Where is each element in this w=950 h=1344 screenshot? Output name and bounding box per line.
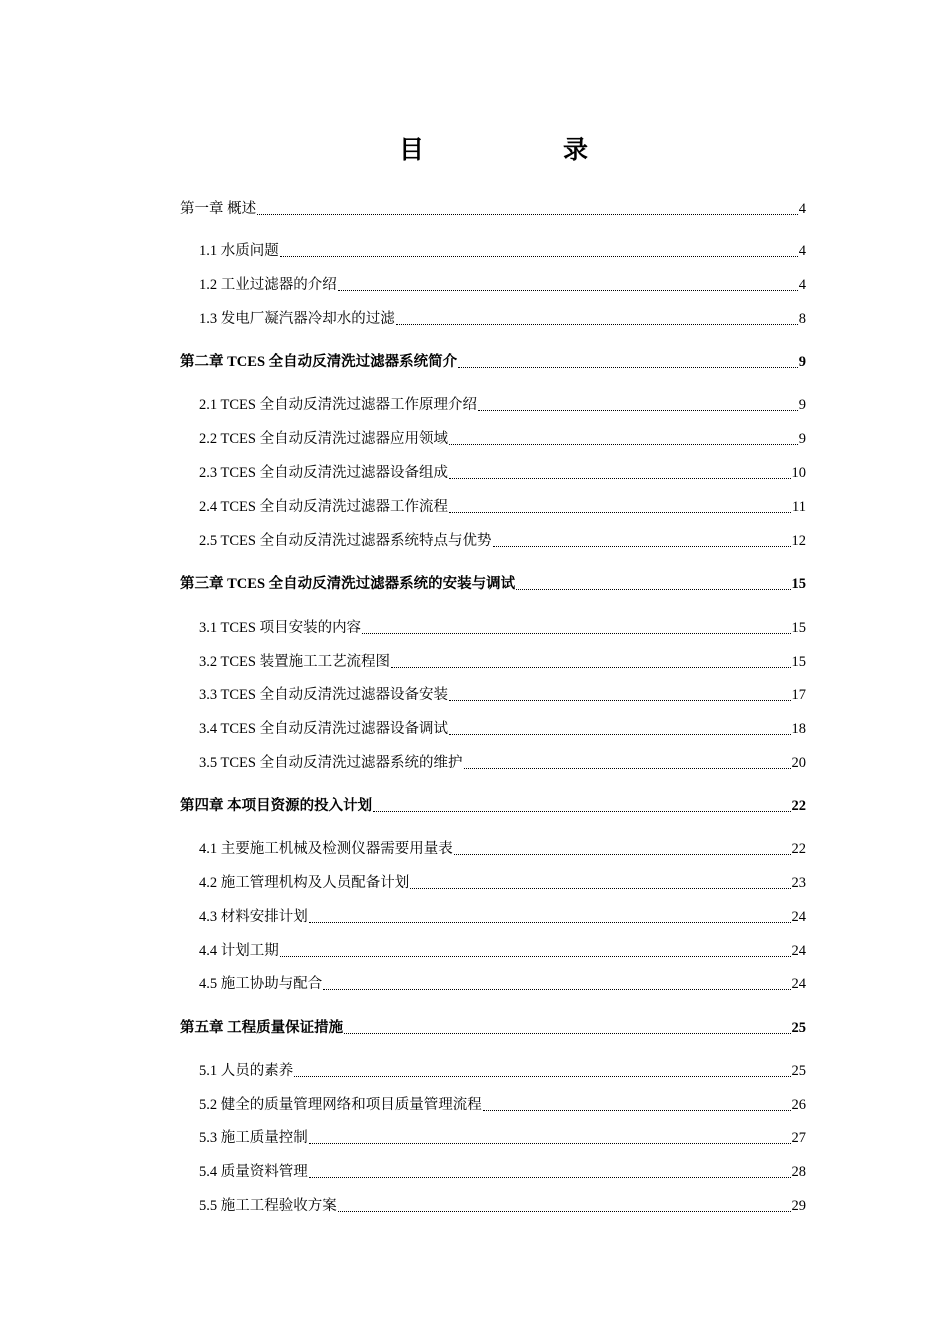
toc-entry-label: 第一章 概述: [180, 201, 257, 217]
toc-entry-label: 4.3 材料安排计划: [199, 909, 308, 925]
toc-page-number: 24: [791, 943, 806, 959]
toc-page-number: 26: [791, 1097, 806, 1113]
toc-page-number: 22: [791, 798, 806, 814]
dot-leader: [449, 734, 790, 735]
toc-page-number: 9: [798, 431, 806, 447]
toc-entry-label: 2.2 TCES 全自动反清洗过滤器应用领域: [199, 431, 449, 447]
toc-entry-label: 4.4 计划工期: [199, 943, 279, 959]
dot-leader: [516, 589, 790, 590]
dot-leader: [483, 1110, 791, 1111]
toc-entry-label: 3.5 TCES 全自动反清洗过滤器系统的维护: [199, 755, 463, 771]
toc-chapter-1[interactable]: [180, 198, 806, 220]
toc-page-number: 18: [791, 721, 806, 737]
toc-page-number: 11: [792, 499, 806, 515]
toc-chapter-4[interactable]: [180, 795, 806, 817]
dot-leader: [449, 444, 798, 445]
toc-entry-2-3[interactable]: [199, 462, 806, 484]
dot-leader: [410, 888, 790, 889]
dot-leader: [344, 1033, 790, 1034]
toc-entry-3-3[interactable]: [199, 684, 806, 706]
toc-entry-1-3[interactable]: [199, 308, 806, 330]
toc-page-number: 4: [798, 277, 806, 293]
toc-page-number: 10: [791, 465, 806, 481]
toc-entry-label: 2.3 TCES 全自动反清洗过滤器设备组成: [199, 465, 449, 481]
dot-leader: [493, 546, 791, 547]
toc-page-number: 22: [791, 841, 806, 857]
toc-entry-label: 2.1 TCES 全自动反清洗过滤器工作原理介绍: [199, 397, 478, 413]
toc-entry-4-2[interactable]: [199, 872, 806, 894]
toc-page-number: 9: [798, 397, 806, 413]
toc-chapter-5[interactable]: [180, 1017, 806, 1039]
dot-leader: [309, 922, 791, 923]
toc-entry-label: 3.4 TCES 全自动反清洗过滤器设备调试: [199, 721, 449, 737]
toc-page-number: 24: [791, 976, 806, 992]
dot-leader: [478, 410, 798, 411]
dot-leader: [373, 811, 790, 812]
toc-entry-2-1[interactable]: [199, 394, 806, 416]
toc-page-number: 4: [798, 243, 806, 259]
dot-leader: [454, 854, 791, 855]
toc-page-number: 12: [791, 533, 806, 549]
toc-page-number: 20: [791, 755, 806, 771]
dot-leader: [294, 1076, 790, 1077]
toc-entry-1-2[interactable]: [199, 274, 806, 296]
dot-leader: [257, 214, 798, 215]
toc-entry-label: 2.4 TCES 全自动反清洗过滤器工作流程: [199, 499, 449, 515]
toc-entry-label: 第三章 TCES 全自动反清洗过滤器系统的安装与调试: [180, 576, 516, 592]
toc-page-number: 28: [791, 1164, 806, 1180]
toc-entry-label: 第二章 TCES 全自动反清洗过滤器系统简介: [180, 354, 458, 370]
dot-leader: [323, 989, 790, 990]
dot-leader: [280, 256, 798, 257]
toc-page-number: 15: [791, 654, 806, 670]
toc-page-number: 15: [791, 620, 806, 636]
toc-entry-3-1[interactable]: [199, 617, 806, 639]
toc-entry-5-1[interactable]: [199, 1060, 806, 1082]
toc-entry-4-4[interactable]: [199, 940, 806, 962]
toc-entry-label: 1.1 水质问题: [199, 243, 279, 259]
toc-entry-label: 4.5 施工协助与配合: [199, 976, 323, 992]
toc-page-number: 27: [791, 1130, 806, 1146]
toc-entry-label: 5.1 人员的素养: [199, 1063, 294, 1079]
toc-chapter-3[interactable]: [180, 573, 806, 595]
toc-entry-label: 第五章 工程质量保证措施: [180, 1020, 344, 1036]
toc-entry-label: 5.2 健全的质量管理网络和项目质量管理流程: [199, 1097, 482, 1113]
dot-leader: [458, 367, 798, 368]
dot-leader: [362, 633, 790, 634]
dot-leader: [449, 512, 791, 513]
toc-entry-5-3[interactable]: [199, 1127, 806, 1149]
toc-entry-5-4[interactable]: [199, 1161, 806, 1183]
toc-page-number: 25: [791, 1063, 806, 1079]
dot-leader: [280, 956, 791, 957]
dot-leader: [396, 324, 798, 325]
toc-page-number: 24: [791, 909, 806, 925]
dot-leader: [464, 768, 791, 769]
toc-entry-3-5[interactable]: [199, 752, 806, 774]
toc-entry-label: 5.3 施工质量控制: [199, 1130, 308, 1146]
toc-page-number: 29: [791, 1198, 806, 1214]
toc-entry-label: 5.5 施工工程验收方案: [199, 1198, 337, 1214]
toc-entry-5-2[interactable]: [199, 1094, 806, 1116]
dot-leader: [338, 1211, 791, 1212]
toc-entry-label: 4.1 主要施工机械及检测仪器需要用量表: [199, 841, 453, 857]
toc-entry-label: 2.5 TCES 全自动反清洗过滤器系统特点与优势: [199, 533, 492, 549]
toc-page-number: 4: [798, 201, 806, 217]
dot-leader: [309, 1177, 791, 1178]
page-title-part1: 目: [399, 135, 425, 164]
toc-entry-label: 5.4 质量资料管理: [199, 1164, 308, 1180]
dot-leader: [309, 1143, 791, 1144]
toc-page-number: 8: [798, 311, 806, 327]
toc-entry-label: 3.1 TCES 项目安装的内容: [199, 620, 362, 636]
toc-chapter-2[interactable]: [180, 351, 806, 373]
dot-leader: [449, 700, 790, 701]
toc-page-number: 25: [791, 1020, 806, 1036]
toc-page-number: 9: [798, 354, 806, 370]
toc-entry-4-1[interactable]: [199, 838, 806, 860]
dot-leader: [391, 667, 790, 668]
toc-entry-4-5[interactable]: [199, 973, 806, 995]
toc-page-number: 23: [791, 875, 806, 891]
toc-entry-1-1[interactable]: [199, 240, 806, 262]
toc-entry-label: 3.2 TCES 装置施工工艺流程图: [199, 654, 391, 670]
dot-leader: [338, 290, 798, 291]
toc-entry-4-3[interactable]: [199, 906, 806, 928]
toc-entry-label: 1.2 工业过滤器的介绍: [199, 277, 337, 293]
dot-leader: [449, 478, 790, 479]
toc-entry-label: 第四章 本项目资源的投入计划: [180, 798, 373, 814]
toc-entry-2-4[interactable]: [199, 496, 806, 518]
toc-entry-5-5[interactable]: [199, 1195, 806, 1217]
page-title-part2: 录: [563, 135, 589, 164]
toc-page-number: 15: [791, 576, 806, 592]
toc-entry-3-2[interactable]: [199, 651, 806, 673]
toc-page-number: 17: [791, 687, 806, 703]
toc-entry-2-2[interactable]: [199, 428, 806, 450]
toc-entry-2-5[interactable]: [199, 530, 806, 552]
page-title: [0, 132, 950, 168]
toc-entry-label: 3.3 TCES 全自动反清洗过滤器设备安装: [199, 687, 449, 703]
toc-entry-3-4[interactable]: [199, 718, 806, 740]
toc-entry-label: 1.3 发电厂凝汽器冷却水的过滤: [199, 311, 395, 327]
toc-entry-label: 4.2 施工管理机构及人员配备计划: [199, 875, 410, 891]
